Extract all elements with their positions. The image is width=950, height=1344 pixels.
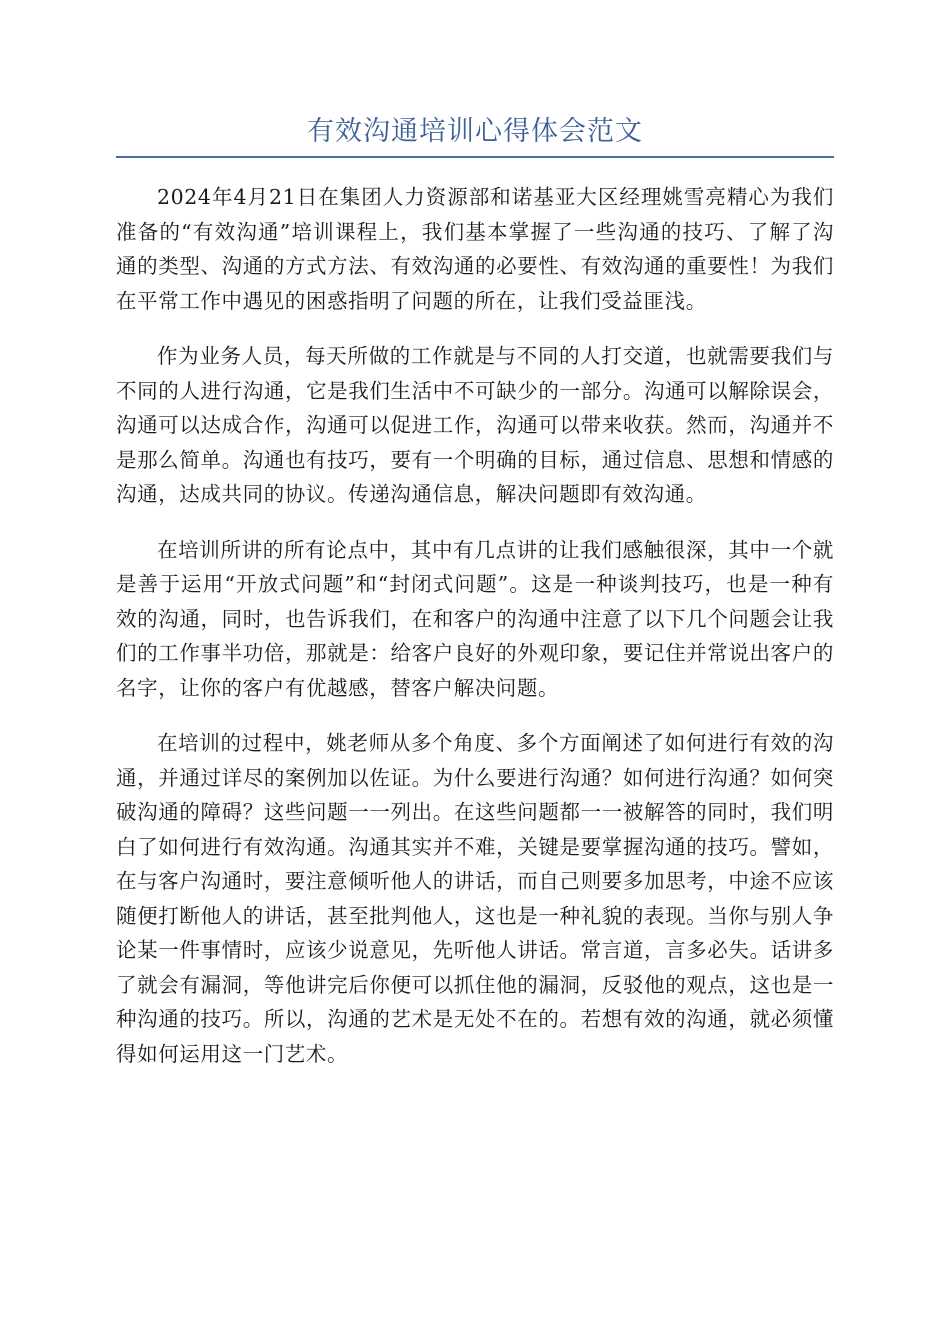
paragraph-1: 2024年4月21日在集团人力资源部和诺基亚大区经理姚雪亮精心为我们准备的“有效沟通”培训课程上，我们基本掌握了一些沟通的技巧、了解了沟通的类型、沟通的方式方法、有效沟通的必要性、有效沟通的重要性！为我们在平常工作中遇见的困惑指明了问题的所在，让我们受益匪浅。 [116,185,834,313]
paragraph-3: 在培训所讲的所有论点中，其中有几点讲的让我们感触很深，其中一个就是善于运用“开放式问题”和“封闭式问题”。这是一种谈判技巧，也是一种有效的沟通，同时，也告诉我们，在和客户的沟通中注意了以下几个问题会让我们的工作事半功倍，那就是：给客户良好的外观印象，要记住并常说出客户的名字，让你的客户有优越感，替客户解决问题。 [116,537,834,700]
paragraph-2: 作为业务人员，每天所做的工作就是与不同的人打交道，也就需要我们与不同的人进行沟通，它是我们生活中不可缺少的一部分。沟通可以解除误会，沟通可以达成合作，沟通可以促进工作，沟通可以带来收获。然而，沟通并不是那么简单。沟通也有技巧，要有一个明确的目标，通过信息、思想和情感的沟通，达成共同的协议。传递沟通信息，解决问题即有效沟通。 [116,344,834,506]
title-block [116,112,834,158]
document-body [116,180,834,1092]
page-title: 有效沟通培训心得体会范文 [307,116,643,147]
paragraph-4: 在培训的过程中，姚老师从多个角度、多个方面阐述了如何进行有效的沟通，并通过详尽的案例加以佐证。为什么要进行沟通？如何进行沟通？如何突破沟通的障碍？这些问题一一列出。在这些问题都一一被解答的同时，我们明白了如何进行有效沟通。沟通其实并不难，关键是要掌握沟通的技巧。譬如，在与客户沟通时，要注意倾听他人的讲话，而自己则要多加思考，中途不应该随便打断他人的讲话，甚至批判他人，这也是一种礼貌的表现。当你与别人争论某一件事情时，应该少说意见，先听他人讲话。常言道，言多必失。话讲多了就会有漏洞，等他讲完后你便可以抓住他的漏洞，反驳他的观点，这也是一种沟通的技巧。所以，沟通的艺术是无处不在的。若想有效的沟通，就必须懂得如何运用这一门艺术。 [116,731,834,1066]
